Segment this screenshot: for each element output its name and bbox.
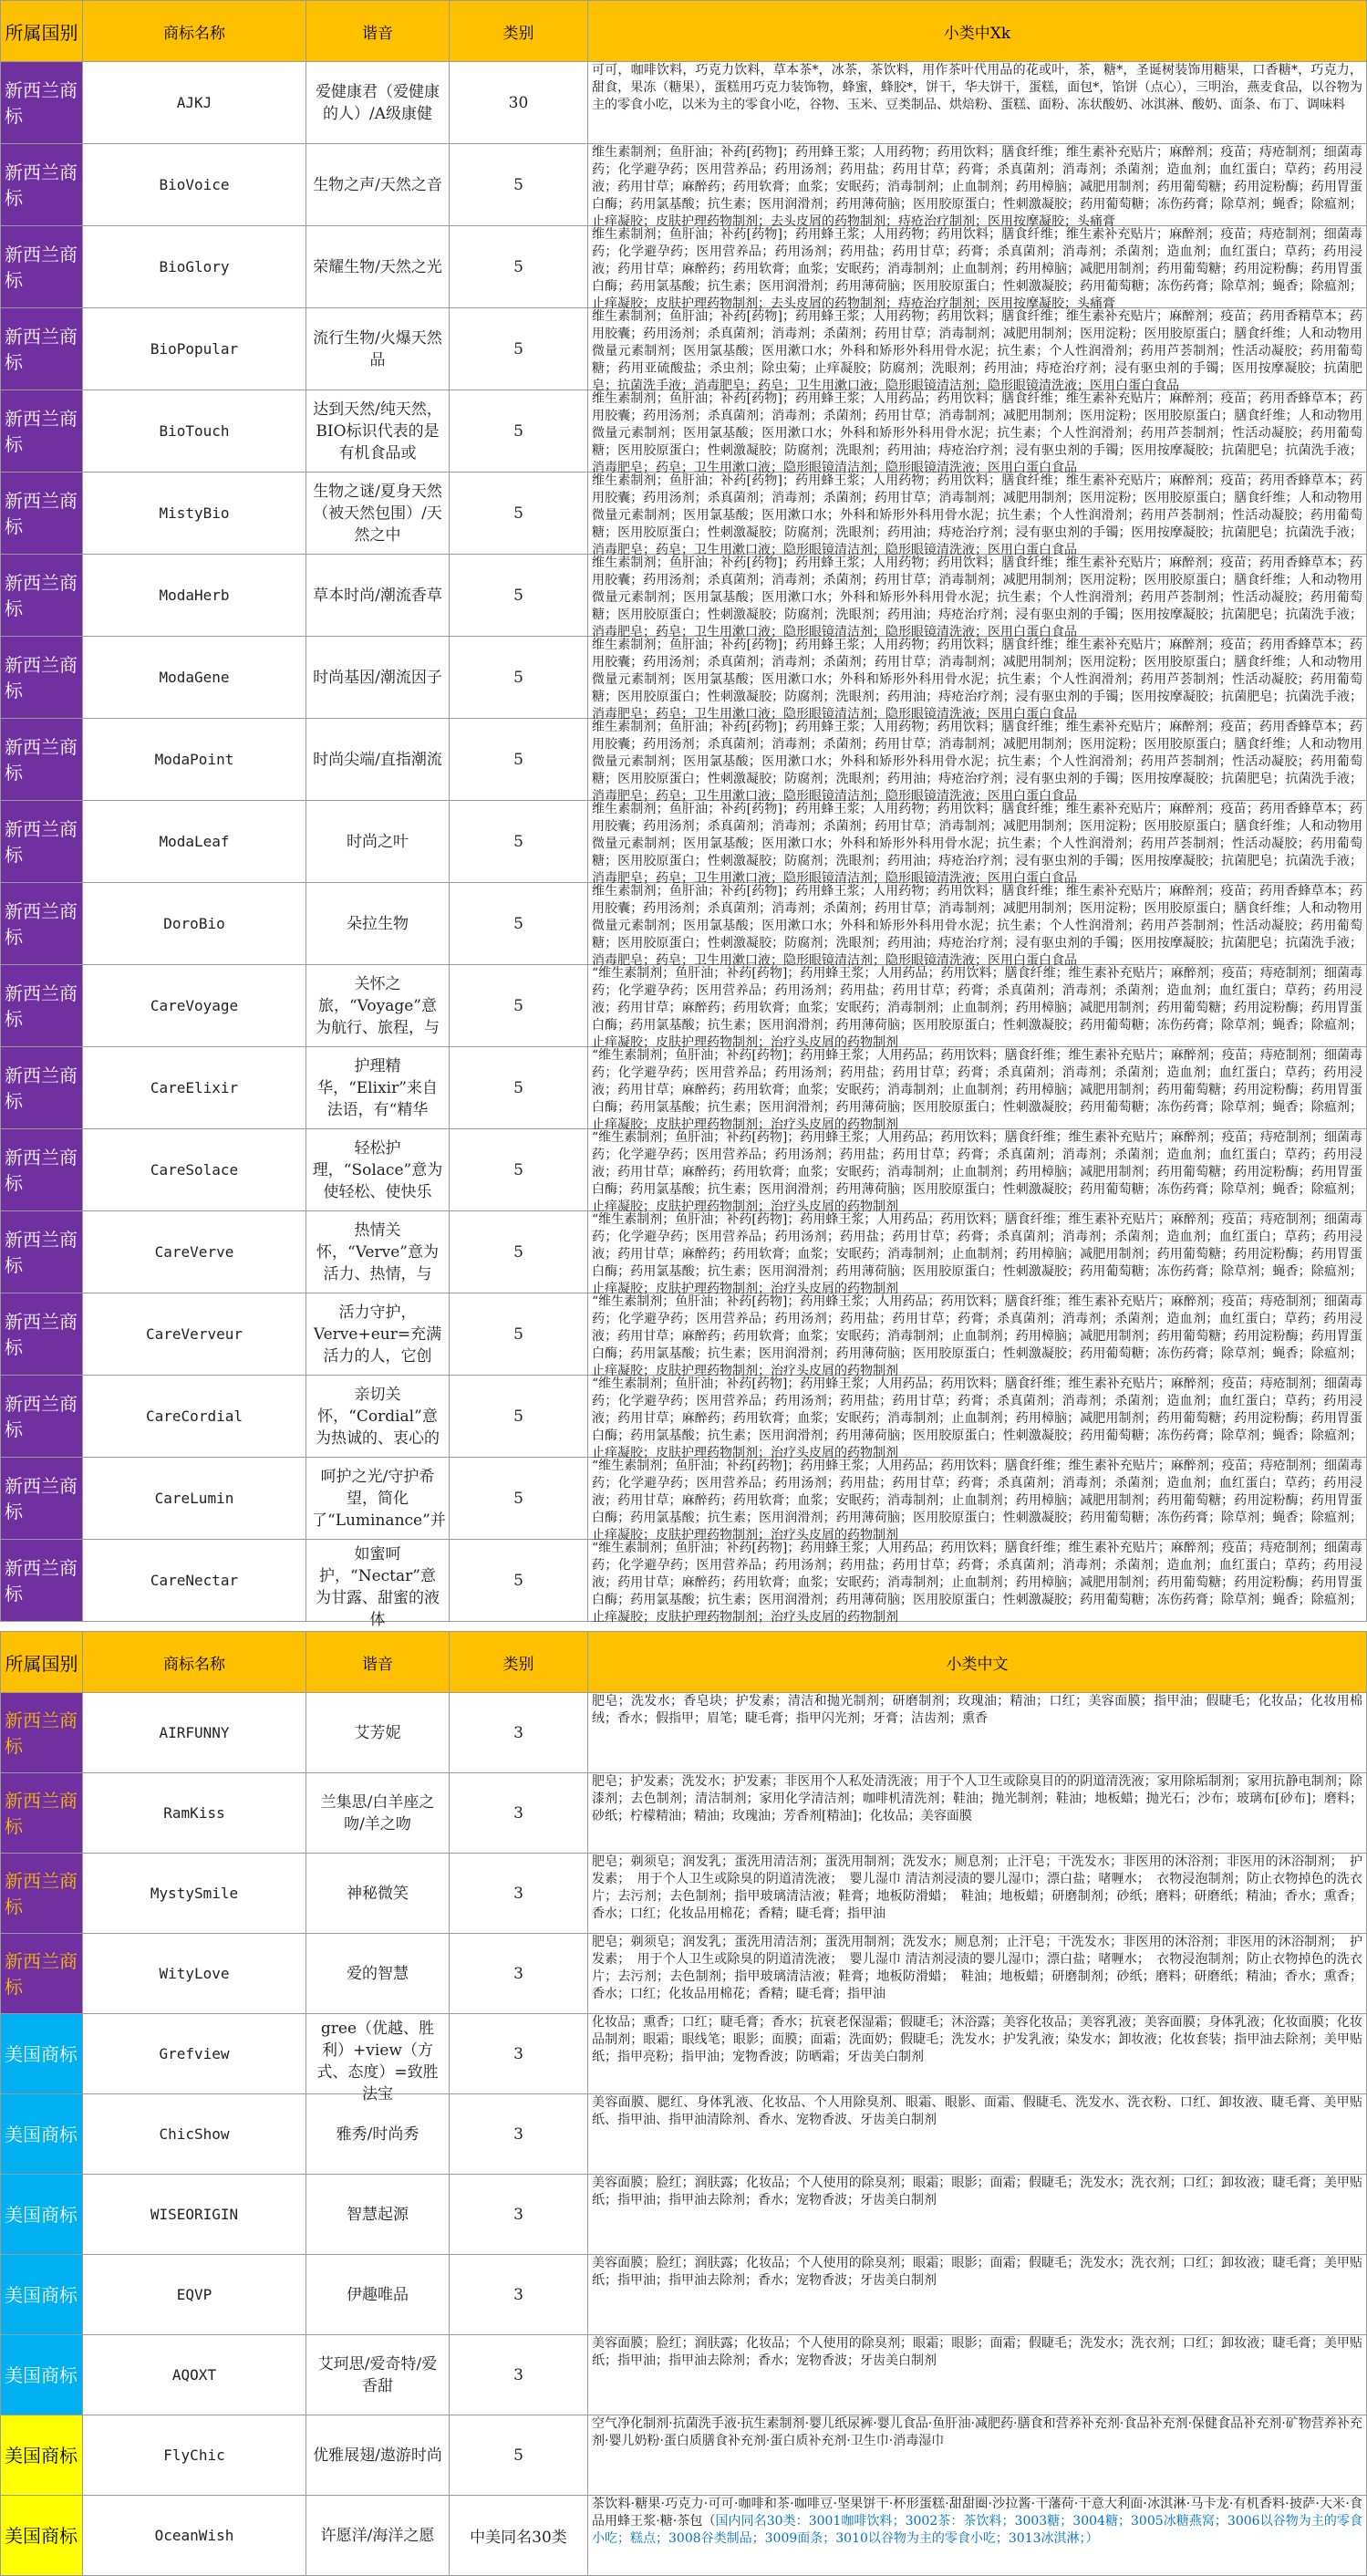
subclass-description-text: 维生素制剂；鱼肝油；补药[药物]；药用蜂王浆；人用药物；药用饮料；膳食纤维；维生素补充贴片；麻醉剂；疫苗；药用香蜂草本；药用胶囊；药用汤剂；杀真菌剂；消毒剂；杀菌剂；药用甘草；消毒制剂；减肥用制剂；医用淀粉；医用胶原蛋白；膳食纤维；人和动物用微量元素制剂；医用氯基酸；医用漱口水；外科和矫形外科用骨水泥；抗生素；个人性润滑剂；药用芦荟制剂；性活动凝胶；药用葡萄糖；医用胶原蛋白；性刺激凝胶；防腐剂；洗眼剂；药用油；痔疮治疗剂；浸有驱虫剂的手镯；医用按摩凝胶；抗菌肥皂；抗菌洗手液；消毒肥皂；药皂；卫生用漱口液；隐形眼镜清洁剂；隐形眼镜清洗液；医用白蛋白食品 bbox=[592, 556, 1362, 639]
trademark-name-cell: MystySmile bbox=[83, 1854, 306, 1934]
subclass-description-cell bbox=[588, 1854, 1367, 1934]
country-cell: 新西兰商标 bbox=[1, 883, 83, 965]
homophone-cell bbox=[306, 1211, 450, 1293]
subclass-description-text: 美容面膜；脸红；润肤露；化妆品；个人使用的除臭剂；眼霜；眼影；面霜；假睫毛；洗发水；洗衣剂；口红；卸妆液；睫毛膏；美甲贴纸；指甲油；指甲油去除剂；香水；宠物香波；牙齿美白制剂 bbox=[592, 2336, 1362, 2368]
trademark-row bbox=[1, 2014, 1367, 2094]
subclass-description-text: 维生素制剂；鱼肝油；补药[药物]；药用蜂王浆；人用药物；药用饮料；膳食纤维；维生素补充贴片；麻醉剂；疫苗；药用香蜂草本；药用胶囊；药用汤剂；杀真菌剂；消毒剂；杀菌剂；药用甘草；消毒制剂；减肥用制剂；医用淀粉；医用胶原蛋白；膳食纤维；人和动物用微量元素制剂；医用氯基酸；医用漱口水；外科和矫形外科用骨水泥；抗生素；个人性润滑剂；药用芦荟制剂；性活动凝胶；药用葡萄糖；医用胶原蛋白；性刺激凝胶；防腐剂；洗眼剂；药用油；痔疮治疗剂；浸有驱虫剂的手镯；医用按摩凝胶；抗菌肥皂；抗菌洗手液；消毒肥皂；药皂；卫生用漱口液；隐形眼镜清洁剂；隐形眼镜清洗液；医用白蛋白食品 bbox=[592, 802, 1362, 886]
trademark-row bbox=[1, 1376, 1367, 1458]
country-cell: 美国商标 bbox=[1, 2415, 83, 2496]
trademark-name-cell: CareCordial bbox=[83, 1376, 306, 1458]
homophone-text: 亲切关怀，“Cordial”意为热诚的、衷心的 bbox=[316, 1385, 440, 1448]
homophone-text: 呵护之光/守护希望，简化了“Luminance”并 bbox=[312, 1467, 446, 1530]
homophone-cell bbox=[306, 473, 450, 555]
subclass-description-text: 美容面膜；脸红；润肤露；化妆品；个人使用的除臭剂；眼霜；眼影；面霜；假睫毛；洗发水；洗衣剂；口红；卸妆液；睫毛膏；美甲贴纸；指甲油；指甲油去除剂；香水；宠物香波；牙齿美白制剂 bbox=[592, 2256, 1362, 2288]
homophone-text: 艾珂思/爱奇特/爱香甜 bbox=[317, 2354, 438, 2395]
subclass-description-text: 维生素制剂；鱼肝油；补药[药物]；药用蜂王浆；人用药物；药用饮料；膳食纤维；维生素补充贴片；麻醉剂；疫苗；药用香蜂草本；药用胶囊；药用汤剂；杀真菌剂；消毒剂；杀菌剂；药用甘草；消毒制剂；减肥用制剂；医用淀粉；医用胶原蛋白；膳食纤维；人和动物用微量元素制剂；医用氯基酸；医用漱口水；外科和矫形外科用骨水泥；抗生素；个人性润滑剂；药用芦荟制剂；性活动凝胶；药用葡萄糖；医用胶原蛋白；性刺激凝胶；防腐剂；洗眼剂；药用油；痔疮治疗剂；浸有驱虫剂的手镯；医用按摩凝胶；抗菌肥皂；抗菌洗手液；消毒肥皂；药皂；卫生用漱口液；隐形眼镜清洁剂；隐形眼镜清洗液；医用白蛋白食品 bbox=[592, 884, 1362, 968]
homophone-cell bbox=[306, 883, 450, 965]
class-cell: 30 bbox=[450, 62, 588, 144]
subclass-description-text: “维生素制剂；鱼肝油；补药[药物]；药用蜂王浆；人用药品；药用饮料；膳食纤维；维生素补充贴片；麻醉剂；疫苗；痔疮制剂；细菌毒药；化学避孕药；医用营养品；药用汤剂；药用盐；药用甘草；药膏；杀真菌剂；消毒剂；杀菌剂；造血剂；血红蛋白；草药；药用浸液；药用甘草；麻醉药；药用软膏；血浆；安眠药；消毒制剂；止血制剂；药用樟脑；减肥用制剂；药用葡萄糖；药用淀粉酶；药用胃蛋白酶；药用氯基酸；抗生素；医用润滑剂；药用薄荷脑；医用胶原蛋白；性刺激凝胶；药用葡萄糖；冻伤药膏；除草剂；蝇香；除瘟剂；止痒凝胶；皮肤护理药物制剂；治疗头皮屑的药物制剂 bbox=[592, 1294, 1362, 1378]
country-cell: 新西兰商标 bbox=[1, 1934, 83, 2014]
homophone-cell bbox=[306, 2175, 450, 2255]
homophone-cell bbox=[306, 2014, 450, 2103]
subclass-description-cell bbox=[588, 2175, 1367, 2255]
subclass-description-text: 维生素制剂；鱼肝油；补药[药物]；药用蜂王浆；人用药物；药用饮料；膳食纤维；维生素补充贴片；麻醉剂；疫苗；痔疮制剂；细菌毒药；化学避孕药；医用营养品；药用汤剂；药用盐；药用甘草；药膏；杀真菌剂；消毒剂；杀菌剂；造血剂；血红蛋白；草药；药用浸液；药用甘草；麻醉药；药用软膏；血浆；安眠药；消毒制剂；止血制剂；药用樟脑；减肥用制剂；药用葡萄糖；药用淀粉酶；药用胃蛋白酶；药用氯基酸；抗生素；医用润滑剂；药用薄荷脑；医用胶原蛋白；性刺激凝胶；药用葡萄糖；冻伤药膏；除草剂；蝇香；除瘟剂；止痒凝胶；皮肤护理药物制剂；去头皮屑的药物制剂；痔疮治疗制剂；医用按摩凝胶；头痛膏 bbox=[592, 227, 1362, 311]
trademark-name-cell: RamKiss bbox=[83, 1773, 306, 1854]
class-cell: 5 bbox=[450, 1458, 588, 1540]
trademark-row bbox=[1, 1934, 1367, 2014]
class-cell: 5 bbox=[450, 965, 588, 1047]
homophone-cell bbox=[306, 1129, 450, 1211]
class-cell: 3 bbox=[450, 2175, 588, 2255]
country-cell: 美国商标 bbox=[1, 2255, 83, 2335]
subclass-description-text: 肥皂；护发素；洗发水；护发素；非医用个人私处清洗液；用于个人卫生或除臭目的的阴道清洗液；家用除垢制剂；家用抗静电制剂；除漆剂；去色制剂；清洁制剂；家用化学清洁剂；咖啡机清洗剂；鞋油；抛光制剂；鞋油；地板蜡；抛光石；沙布；玻璃布[砂布]；磨料；砂纸；柠檬精油；精油；玫瑰油；芳香剂[精油]；化妆品；美容面膜 bbox=[592, 1774, 1362, 1823]
country-cell: 新西兰商标 bbox=[1, 1293, 83, 1376]
homophone-text: 时尚尖端/直指潮流 bbox=[313, 750, 442, 769]
homophone-cell bbox=[306, 801, 450, 883]
trademark-name-cell: ModaPoint bbox=[83, 719, 306, 801]
trademark-table-bottom bbox=[0, 1631, 1367, 2576]
trademark-row bbox=[1, 965, 1367, 1047]
subclass-description-text bbox=[592, 2496, 1362, 2574]
homophone-cell bbox=[306, 2415, 450, 2496]
homophone-cell bbox=[306, 1047, 450, 1129]
subclass-description-cell bbox=[588, 308, 1367, 393]
subclass-description-cell bbox=[588, 1458, 1367, 1540]
trademark-name-cell: BioPopular bbox=[83, 308, 306, 390]
trademark-row bbox=[1, 637, 1367, 719]
subclass-description-text: 维生素制剂；鱼肝油；补药[药物]；药用蜂王浆；人用药物；药用饮料；膳食纤维；维生素补充贴片；麻醉剂；疫苗；药用香蜂草本；药用胶囊；药用汤剂；杀真菌剂；消毒剂；杀菌剂；药用甘草；消毒制剂；减肥用制剂；医用淀粉；医用胶原蛋白；膳食纤维；人和动物用微量元素制剂；医用氯基酸；医用漱口水；外科和矫形外科用骨水泥；抗生素；个人性润滑剂；药用芦荟制剂；性活动凝胶；药用葡萄糖；医用胶原蛋白；性刺激凝胶；防腐剂；洗眼剂；药用油；痔疮治疗剂；浸有驱虫剂的手镯；医用按摩凝胶；抗菌肥皂；抗菌洗手液；消毒肥皂；药皂；卫生用漱口液；隐形眼镜清洁剂；隐形眼镜清洗液；医用白蛋白食品 bbox=[592, 720, 1362, 804]
homophone-cell bbox=[306, 1854, 450, 1934]
subclass-description-cell bbox=[588, 1047, 1367, 1132]
class-cell: 5 bbox=[450, 144, 588, 226]
class-cell: 3 bbox=[450, 1934, 588, 2014]
subclass-description-text: 可可，咖啡饮料，巧克力饮料，草本茶*，冰茶，茶饮料，用作茶叶代用品的花或叶，茶，糖*，圣诞树装饰用糖果，口香糖*，巧克力，甜食，果冻（糖果），蛋糕用巧克力装饰物，蜂蜜，蜂胶*，饼干，华夫饼干，蛋糕，面包*，馅饼（点心），三明治，燕麦食品，以谷物为主的零食小吃，以米为主的零食小吃，谷物、玉米、豆类制品、烘焙粉、蛋糕、面粉、冻状酸奶、冰淇淋、酸奶、面条、布丁、调味料 bbox=[592, 63, 1362, 112]
country-cell: 新西兰商标 bbox=[1, 1854, 83, 1934]
country-cell: 美国商标 bbox=[1, 2496, 83, 2576]
subclass-description-cell bbox=[588, 473, 1367, 555]
homophone-text: 朵拉生物 bbox=[347, 914, 409, 933]
homophone-cell bbox=[306, 2496, 450, 2576]
country-cell: 新西兰商标 bbox=[1, 555, 83, 637]
country-cell: 美国商标 bbox=[1, 2175, 83, 2255]
country-cell: 美国商标 bbox=[1, 2014, 83, 2094]
homophone-cell bbox=[306, 226, 450, 308]
class-cell: 3 bbox=[450, 1854, 588, 1934]
subclass-description-cell bbox=[588, 390, 1367, 473]
homophone-text: 轻松护理，“Solace”意为使轻松、使快乐 bbox=[312, 1138, 443, 1201]
trademark-row bbox=[1, 144, 1367, 226]
country-cell: 新西兰商标 bbox=[1, 1211, 83, 1293]
trademark-name-cell: DoroBio bbox=[83, 883, 306, 965]
trademark-name-cell: MistyBio bbox=[83, 473, 306, 555]
subclass-description-text: 肥皂；洗发水；香皂块；护发素；清洁和抛光制剂；研磨制剂；玫瑰油；精油；口红；美容面膜；指甲油；假睫毛；化妆品；化妆用棉绒；香水；假指甲；眉笔；睫毛膏；指甲闪光剂；牙膏；洁齿剂；熏香 bbox=[592, 1694, 1362, 1726]
trademark-row bbox=[1, 62, 1367, 144]
homophone-text: 时尚之叶 bbox=[347, 832, 409, 851]
country-cell: 新西兰商标 bbox=[1, 1458, 83, 1540]
header-homophone: 谐音 bbox=[306, 1632, 450, 1693]
trademark-name-cell: CareVerveur bbox=[83, 1293, 306, 1376]
subclass-description-text: “维生素制剂；鱼肝油；补药[药物]；药用蜂王浆；人用药品；药用饮料；膳食纤维；维生素补充贴片；麻醉剂；疫苗；痔疮制剂；细菌毒药；化学避孕药；医用营养品；药用汤剂；药用盐；药用甘草；药膏；杀真菌剂；消毒剂；杀菌剂；造血剂；血红蛋白；草药；药用浸液；药用甘草；麻醉药；药用软膏；血浆；安眠药；消毒制剂；止血制剂；药用樟脑；减肥用制剂；药用葡萄糖；药用淀粉酶；药用胃蛋白酶；药用氯基酸；抗生素；医用润滑剂；药用薄荷脑；医用胶原蛋白；性刺激凝胶；药用葡萄糖；冻伤药膏；除草剂；蝇香；除瘟剂；止痒凝胶；皮肤护理药物制剂；治疗头皮屑的药物制剂 bbox=[592, 966, 1362, 1050]
class-cell: 5 bbox=[450, 308, 588, 390]
homophone-text: 许愿洋/海洋之愿 bbox=[320, 2526, 435, 2545]
homophone-text: 如蜜呵护，“Nectar”意为甘露、甜蜜的液体 bbox=[316, 1544, 440, 1629]
trademark-name-cell: BioVoice bbox=[83, 144, 306, 226]
subclass-description-text: 维生素制剂；鱼肝油；补药[药物]；药用蜂王浆；人用药物；药用饮料；膳食纤维；维生素补充贴片；麻醉剂；疫苗；药用香精草本；药用胶囊；药用汤剂；杀真菌剂；消毒剂；杀菌剂；药用甘草；消毒制剂；减肥用制剂；医用淀粉；医用胶原蛋白；膳食纤维；人和动物用微量元素制剂；医用氯基酸；医用漱口水；外科和矫形外科用骨水泥；抗生素；个人性润滑剂；药用芦荟制剂；性活动凝胶；药用葡萄糖；药用亚硫酸盐；杀虫剂；除虫菊；止痒凝胶；防腐剂；洗眼剂；药用油；痔疮治疗剂；浸有驱虫剂的手镯；医用按摩凝胶；抗菌肥皂；抗菌洗手液；消毒肥皂；药皂；卫生用漱口液；隐形眼镜清洁剂；隐形眼镜清洗液；医用白蛋白食品 bbox=[592, 309, 1362, 393]
subclass-description-text: “维生素制剂；鱼肝油；补药[药物]；药用蜂王浆；人用药品；药用饮料；膳食纤维；维生素补充贴片；麻醉剂；疫苗；痔疮制剂；细菌毒药；化学避孕药；医用营养品；药用汤剂；药用盐；药用甘草；药膏；杀真菌剂；消毒剂；杀菌剂；造血剂；血红蛋白；草药；药用浸液；药用甘草；麻醉药；药用软膏；血浆；安眠药；消毒制剂；止血制剂；药用樟脑；减肥用制剂；药用葡萄糖；药用淀粉酶；药用胃蛋白酶；药用氯基酸；抗生素；医用润滑剂；药用薄荷脑；医用胶原蛋白；性刺激凝胶；药用葡萄糖；冻伤药膏；除草剂；蝇香；除瘟剂；止痒凝胶；皮肤护理药物制剂；治疗头皮屑的药物制剂 bbox=[592, 1376, 1362, 1460]
country-cell: 新西兰商标 bbox=[1, 226, 83, 308]
trademark-name-cell: AIRFUNNY bbox=[83, 1693, 306, 1773]
trademark-name-cell: CareSolace bbox=[83, 1129, 306, 1211]
trademark-name-cell: ModaGene bbox=[83, 637, 306, 719]
header-row-bottom bbox=[1, 1632, 1367, 1693]
subclass-description-cell bbox=[588, 555, 1367, 637]
homophone-text: 伊趣唯品 bbox=[347, 2285, 409, 2304]
header-class: 类别 bbox=[450, 1, 588, 62]
trademark-name-cell: ModaHerb bbox=[83, 555, 306, 637]
header-name: 商标名称 bbox=[83, 1632, 306, 1693]
trademark-row bbox=[1, 2255, 1367, 2335]
trademark-name-cell: WityLove bbox=[83, 1934, 306, 2014]
trademark-name-cell: BioGlory bbox=[83, 226, 306, 308]
header-country: 所属国别 bbox=[1, 1, 83, 62]
homophone-text: 流行生物/火爆天然品 bbox=[313, 328, 442, 369]
homophone-text: 关怀之旅，“Voyage”意为航行、旅程，与 bbox=[316, 974, 440, 1037]
trademark-row bbox=[1, 801, 1367, 883]
class-cell: 5 bbox=[450, 1211, 588, 1293]
trademark-name-cell: WISEORIGIN bbox=[83, 2175, 306, 2255]
subclass-description-cell bbox=[588, 1376, 1367, 1458]
homophone-cell bbox=[306, 1293, 450, 1376]
trademark-row bbox=[1, 2094, 1367, 2175]
trademark-name-cell: EQVP bbox=[83, 2255, 306, 2335]
subclass-description-text: “维生素制剂；鱼肝油；补药[药物]；药用蜂王浆；人用药品；药用饮料；膳食纤维；维生素补充贴片；麻醉剂；疫苗；痔疮制剂；细菌毒药；化学避孕药；医用营养品；药用汤剂；药用盐；药用甘草；药膏；杀真菌剂；消毒剂；杀菌剂；造血剂；血红蛋白；草药；药用浸液；药用甘草；麻醉药；药用软膏；血浆；安眠药；消毒制剂；止血制剂；药用樟脑；减肥用制剂；药用葡萄糖；药用淀粉酶；药用胃蛋白酶；药用氯基酸；抗生素；医用润滑剂；药用薄荷脑；医用胶原蛋白；性刺激凝胶；药用葡萄糖；冻伤药膏；除草剂；蝇香；除瘟剂；止痒凝胶；皮肤护理药物制剂；治疗头皮屑的药物制剂 bbox=[592, 1130, 1362, 1214]
trademark-name-cell: OceanWish bbox=[83, 2496, 306, 2576]
country-cell: 新西兰商标 bbox=[1, 308, 83, 390]
subclass-description-cell bbox=[588, 1773, 1367, 1854]
homophone-text: 荣耀生物/天然之光 bbox=[313, 257, 442, 276]
header-subclass: 小类中文 bbox=[588, 1632, 1367, 1693]
subclass-description-cell bbox=[588, 1211, 1367, 1296]
header-subclass: 小类中Xk bbox=[588, 1, 1367, 62]
homophone-cell bbox=[306, 1540, 450, 1629]
class-cell: 3 bbox=[450, 2335, 588, 2415]
class-cell: 3 bbox=[450, 2255, 588, 2335]
subclass-description-cell bbox=[588, 226, 1367, 311]
subclass-description-text: “维生素制剂；鱼肝油；补药[药物]；药用蜂王浆；人用药品；药用饮料；膳食纤维；维生素补充贴片；麻醉剂；疫苗；痔疮制剂；细菌毒药；化学避孕药；医用营养品；药用汤剂；药用盐；药用甘草；药膏；杀真菌剂；消毒剂；杀菌剂；造血剂；血红蛋白；草药；药用浸液；药用甘草；麻醉药；药用软膏；血浆；安眠药；消毒制剂；止血制剂；药用樟脑；减肥用制剂；药用葡萄糖；药用淀粉酶；药用胃蛋白酶；药用氯基酸；抗生素；医用润滑剂；药用薄荷脑；医用胶原蛋白；性刺激凝胶；药用葡萄糖；冻伤药膏；除草剂；蝇香；除瘟剂；止痒凝胶；皮肤护理药物制剂；治疗头皮屑的药物制剂 bbox=[592, 1212, 1362, 1296]
trademark-row bbox=[1, 1047, 1367, 1129]
homophone-text: 生物之声/天然之音 bbox=[313, 175, 442, 194]
country-cell: 新西兰商标 bbox=[1, 1129, 83, 1211]
homophone-text: 生物之谜/夏身天然（被天然包围）/天然之中 bbox=[313, 482, 442, 545]
country-cell: 新西兰商标 bbox=[1, 1540, 83, 1622]
country-cell: 新西兰商标 bbox=[1, 719, 83, 801]
homophone-cell bbox=[306, 2094, 450, 2175]
subclass-description-cell bbox=[588, 2415, 1367, 2496]
country-cell: 新西兰商标 bbox=[1, 1693, 83, 1773]
subclass-description-text: 维生素制剂；鱼肝油；补药[药物]；药用蜂王浆；人用药物；药用饮料；膳食纤维；维生素补充贴片；麻醉剂；疫苗；药用香蜂草本；药用胶囊；药用汤剂；杀真菌剂；消毒剂；杀菌剂；药用甘草；消毒制剂；减肥用制剂；医用淀粉；医用胶原蛋白；膳食纤维；人和动物用微量元素制剂；医用氯基酸；医用漱口水；外科和矫形外科用骨水泥；抗生素；个人性润滑剂；药用芦荟制剂；性活动凝胶；药用葡萄糖；医用胶原蛋白；性刺激凝胶；防腐剂；洗眼剂；药用油；痔疮治疗剂；浸有驱虫剂的手镯；医用按摩凝胶；抗菌肥皂；抗菌洗手液；消毒肥皂；药皂；卫生用漱口液；隐形眼镜清洁剂；隐形眼镜清洗液；医用白蛋白食品 bbox=[592, 638, 1362, 722]
homophone-text: 艾芳妮 bbox=[354, 1723, 401, 1742]
class-cell: 5 bbox=[450, 226, 588, 308]
subclass-description-cell bbox=[588, 62, 1367, 144]
trademark-row bbox=[1, 390, 1367, 473]
class-cell: 5 bbox=[450, 473, 588, 555]
trademark-row bbox=[1, 226, 1367, 308]
homophone-text: gree（优越、胜利）+view（方式、态度）=致胜法宝 bbox=[316, 2019, 439, 2103]
trademark-row bbox=[1, 308, 1367, 390]
trademark-name-cell: CareLumin bbox=[83, 1458, 306, 1540]
trademark-row bbox=[1, 1293, 1367, 1376]
class-cell: 5 bbox=[450, 1047, 588, 1129]
subclass-description-text: 化妆品；熏香；口红；睫毛膏；香水；抗衰老保湿霜；假睫毛；沐浴露；美容化妆品；美容乳液；美容面膜；身体乳液；化妆面膜；化妆品制剂；眼霜；眼线笔；眼影；面膜；面霜；洗面奶；假睫毛；洗发水；护发乳液；染发水；卸妆液；化妆套装；指甲油去除剂；美甲贴纸；指甲亮粉；指甲油；宠物香波；防晒霜；牙齿美白制剂 bbox=[592, 2015, 1362, 2064]
header-name: 商标名称 bbox=[83, 1, 306, 62]
trademark-name-cell: ModaLeaf bbox=[83, 801, 306, 883]
subclass-description-cell bbox=[588, 1934, 1367, 2014]
trademark-row bbox=[1, 2175, 1367, 2255]
class-cell: 3 bbox=[450, 1773, 588, 1854]
trademark-row bbox=[1, 1129, 1367, 1211]
class-cell: 5 bbox=[450, 1376, 588, 1458]
class-cell: 5 bbox=[450, 2415, 588, 2496]
class-cell: 5 bbox=[450, 719, 588, 801]
subclass-description-text: 维生素制剂；鱼肝油；补药[药物]；药用蜂王浆；人用药物；药用饮料；膳食纤维；维生素补充贴片；麻醉剂；疫苗；痔疮制剂；细菌毒药；化学避孕药；医用营养品；药用汤剂；药用盐；药用甘草；药膏；杀真菌剂；消毒剂；杀菌剂；造血剂；血红蛋白；草药；药用浸液；药用甘草；麻醉药；药用软膏；血浆；安眠药；消毒制剂；止血制剂；药用樟脑；减肥用制剂；药用葡萄糖；药用淀粉酶；药用胃蛋白酶；药用氯基酸；抗生素；医用润滑剂；药用薄荷脑；医用胶原蛋白；性刺激凝胶；药用葡萄糖；冻伤药膏；除草剂；蝇香；除瘟剂；止痒凝胶；皮肤护理药物制剂；去头皮屑的药物制剂；痔疮治疗制剂；医用按摩凝胶；头痛膏 bbox=[592, 145, 1362, 229]
class-cell: 3 bbox=[450, 1693, 588, 1773]
homophone-text: 护理精华，“Elixir”来自法语，有“精华 bbox=[317, 1056, 438, 1119]
homophone-cell bbox=[306, 1376, 450, 1458]
subclass-description-text: 肥皂；剃须皂；润发乳；蛋洗用清洁剂；蛋洗用制剂；洗发水；厕息剂；止汗皂；干洗发水；非医用的沐浴剂；非医用的沐浴制剂； 护发素； 用于个人卫生或除臭的阴道清洗液； 婴儿湿巾 清洁剂浸渍的婴儿湿巾；漂白盐；啫喱水； 衣物浸泡制剂；防止衣物掉色的洗衣片；去污剂；去色制剂；指甲玻璃清洁液；鞋膏；地板防滑蜡； 鞋油；地板蜡；研磨制剂；砂纸；磨料；研磨纸；精油；香水；熏香；香水；口红；化妆品用棉花；香精；睫毛膏；指甲油 bbox=[592, 1935, 1362, 2001]
homophone-cell bbox=[306, 965, 450, 1047]
subclass-description-cell bbox=[588, 2335, 1367, 2415]
description-text: 茶饮料·糖果·巧克力·可可·咖啡和茶·咖啡豆·坚果饼干·杯形蛋糕·甜甜圈·沙拉酱·干藩荷·干意大利面·冰淇淋·马卡龙·有机香料·披萨·大米·食品用蜂王浆·糖·茶包（ bbox=[592, 2497, 1362, 2529]
header-country: 所属国别 bbox=[1, 1632, 83, 1693]
subclass-description-cell bbox=[588, 2014, 1367, 2094]
homophone-text: 兰集思/白羊座之吻/羊之吻 bbox=[320, 1792, 435, 1833]
trademark-name-cell: CareVoyage bbox=[83, 965, 306, 1047]
trademark-name-cell: BioTouch bbox=[83, 390, 306, 473]
trademark-row bbox=[1, 1458, 1367, 1540]
homophone-text: 爱的智慧 bbox=[347, 1964, 409, 1983]
class-cell: 5 bbox=[450, 883, 588, 965]
class-cell: 3 bbox=[450, 2014, 588, 2094]
class-cell: 5 bbox=[450, 390, 588, 473]
class-cell: 5 bbox=[450, 1293, 588, 1376]
header-homophone: 谐音 bbox=[306, 1, 450, 62]
trademark-row bbox=[1, 473, 1367, 555]
country-cell: 新西兰商标 bbox=[1, 1773, 83, 1854]
subclass-description-cell bbox=[588, 1540, 1367, 1625]
homophone-cell bbox=[306, 1934, 450, 2014]
subclass-description-cell bbox=[588, 719, 1367, 804]
homophone-cell bbox=[306, 637, 450, 719]
class-cell: 中美同名30类 bbox=[450, 2496, 588, 2576]
country-cell: 新西兰商标 bbox=[1, 801, 83, 883]
header-row-top bbox=[1, 1, 1367, 62]
trademark-row bbox=[1, 2415, 1367, 2496]
subclass-description-cell bbox=[588, 1693, 1367, 1773]
subclass-description-cell bbox=[588, 2255, 1367, 2335]
subclass-description-cell bbox=[588, 637, 1367, 722]
subclass-description-text: 空气净化制剂·抗菌洗手液·抗生素制剂·婴儿纸尿裤·婴儿食品·鱼肝油·减肥药·膳食和营养补充剂·食品补充剂·保健食品补充剂·矿物营养补充剂·婴儿奶粉·蛋白质膳食补充剂·蛋白质补充剂·卫生巾·消毒湿巾 bbox=[592, 2416, 1362, 2448]
homophone-cell bbox=[306, 308, 450, 390]
trademark-name-cell: CareElixir bbox=[83, 1047, 306, 1129]
homophone-text: 雅秀/时尚秀 bbox=[336, 2124, 419, 2144]
subclass-description-text: 维生素制剂；鱼肝油；补药[药物]；药用蜂王浆；人用药品；药用饮料；膳食纤维；维生素补充贴片；麻醉剂；疫苗；药用香蜂草本；药用胶囊；药用汤剂；杀真菌剂；消毒剂；杀菌剂；药用甘草；消毒制剂；减肥用制剂；医用淀粉；医用胶原蛋白；膳食纤维；人和动物用微量元素制剂；医用氯基酸；医用漱口水；外科和矫形外科用骨水泥；抗生素；个人性润滑剂；药用芦荟制剂；性活动凝胶；药用葡萄糖；医用胶原蛋白；性刺激凝胶；防腐剂；洗眼剂；药用油；痔疮治疗剂；浸有驱虫剂的手镯；医用按摩凝胶；抗菌肥皂；抗菌洗手液；消毒肥皂；药皂；卫生用漱口液；隐形眼镜清洁剂；隐形眼镜清洗液；医用白蛋白食品 bbox=[592, 391, 1362, 475]
homophone-cell bbox=[306, 2335, 450, 2415]
country-cell: 美国商标 bbox=[1, 2335, 83, 2415]
class-cell: 3 bbox=[450, 2094, 588, 2175]
subclass-description-text: “维生素制剂；鱼肝油；补药[药物]；药用蜂王浆；人用药品；药用饮料；膳食纤维；维生素补充贴片；麻醉剂；疫苗；痔疮制剂；细菌毒药；化学避孕药；医用营养品；药用汤剂；药用盐；药用甘草；药膏；杀真菌剂；消毒剂；杀菌剂；造血剂；血红蛋白；草药；药用浸液；药用甘草；麻醉药；药用软膏；血浆；安眠药；消毒制剂；止血制剂；药用樟脑；减肥用制剂；药用葡萄糖；药用淀粉酶；药用胃蛋白酶；药用氯基酸；抗生素；医用润滑剂；药用薄荷脑；医用胶原蛋白；性刺激凝胶；药用葡萄糖；冻伤药膏；除草剂；蝇香；除瘟剂；止痒凝胶；皮肤护理药物制剂；治疗头皮屑的药物制剂 bbox=[592, 1048, 1362, 1132]
class-cell: 5 bbox=[450, 1129, 588, 1211]
trademark-row bbox=[1, 1854, 1367, 1934]
country-cell: 新西兰商标 bbox=[1, 473, 83, 555]
subclass-description-cell bbox=[588, 144, 1367, 229]
homophone-cell bbox=[306, 1773, 450, 1854]
subclass-description-text: 美容面膜；脸红；润肤露；化妆品；个人使用的除臭剂；眼霜；眼影；面霜；假睫毛；洗发水；洗衣剂；口红；卸妆液；睫毛膏；美甲贴纸；指甲油；指甲油去除剂；香水；宠物香波；牙齿美白制剂 bbox=[592, 2176, 1362, 2207]
trademark-row bbox=[1, 1773, 1367, 1854]
homophone-text: 爱健康君（爱健康的人）/A级康健 bbox=[316, 82, 440, 123]
country-cell: 新西兰商标 bbox=[1, 62, 83, 144]
subclass-description-cell bbox=[588, 801, 1367, 886]
class-cell: 5 bbox=[450, 555, 588, 637]
homophone-text: 活力守护，Verve+eur=充满活力的人，它创 bbox=[313, 1303, 442, 1366]
homophone-text: 智慧起源 bbox=[347, 2205, 409, 2224]
homophone-cell bbox=[306, 144, 450, 226]
homophone-cell bbox=[306, 1458, 450, 1540]
trademark-row bbox=[1, 1211, 1367, 1293]
country-cell: 新西兰商标 bbox=[1, 144, 83, 226]
trademark-row bbox=[1, 1693, 1367, 1773]
subclass-description-text: 维生素制剂；鱼肝油；补药[药物]；药用蜂王浆；人用药物；药用饮料；膳食纤维；维生素补充贴片；麻醉剂；疫苗；药用香蜂草本；药用胶囊；药用汤剂；杀真菌剂；消毒剂；杀菌剂；药用甘草；消毒制剂；减肥用制剂；医用淀粉；医用胶原蛋白；膳食纤维；人和动物用微量元素制剂；医用氯基酸；医用漱口水；外科和矫形外科用骨水泥；抗生素；个人性润滑剂；药用芦荟制剂；性活动凝胶；药用葡萄糖；医用胶原蛋白；性刺激凝胶；防腐剂；洗眼剂；药用油；痔疮治疗剂；浸有驱虫剂的手镯；医用按摩凝胶；抗菌肥皂；抗菌洗手液；消毒肥皂；药皂；卫生用漱口液；隐形眼镜清洁剂；隐形眼镜清洗液；医用白蛋白食品 bbox=[592, 473, 1362, 557]
subclass-description-text: 美容面膜、腮红、身体乳液、化妆品、个人用除臭剂、眼霜、眼影、面霜、假睫毛、洗发水、洗衣粉、口红、卸妆液、睫毛膏、美甲贴纸、指甲油、指甲油清除剂、香水、宠物香波、牙齿美白制剂 bbox=[592, 2095, 1362, 2127]
homophone-cell bbox=[306, 719, 450, 801]
homophone-text: 热情关怀，“Verve”意为活力、热情，与 bbox=[316, 1220, 439, 1283]
homophone-text: 草本时尚/潮流香草 bbox=[313, 586, 442, 605]
class-cell: 5 bbox=[450, 637, 588, 719]
homophone-text: 时尚基因/潮流因子 bbox=[313, 668, 442, 687]
homophone-cell bbox=[306, 555, 450, 637]
country-cell: 美国商标 bbox=[1, 2094, 83, 2175]
homophone-cell bbox=[306, 2255, 450, 2335]
class-cell: 5 bbox=[450, 1540, 588, 1622]
trademark-row bbox=[1, 719, 1367, 801]
homophone-cell bbox=[306, 390, 450, 473]
class-cell: 5 bbox=[450, 801, 588, 883]
country-cell: 新西兰商标 bbox=[1, 1376, 83, 1458]
trademark-name-cell: FlyChic bbox=[83, 2415, 306, 2496]
subclass-description-text: “维生素制剂；鱼肝油；补药[药物]；药用蜂王浆；人用药品；药用饮料；膳食纤维；维生素补充贴片；麻醉剂；疫苗；痔疮制剂；细菌毒药；化学避孕药；医用营养品；药用汤剂；药用盐；药用甘草；药膏；杀真菌剂；消毒剂；杀菌剂；造血剂；血红蛋白；草药；药用浸液；药用甘草；麻醉药；药用软膏；血浆；安眠药；消毒制剂；止血制剂；药用樟脑；减肥用制剂；药用葡萄糖；药用淀粉酶；药用胃蛋白酶；药用氯基酸；抗生素；医用润滑剂；药用薄荷脑；医用胶原蛋白；性刺激凝胶；药用葡萄糖；冻伤药膏；除草剂；蝇香；除瘟剂；止痒凝胶；皮肤护理药物制剂；治疗头皮屑的药物制剂 bbox=[592, 1459, 1362, 1542]
homophone-cell bbox=[306, 1693, 450, 1773]
homophone-text: 优雅展翅/遨游时尚 bbox=[313, 2446, 442, 2465]
subclass-description-cell bbox=[588, 2496, 1367, 2576]
country-cell: 新西兰商标 bbox=[1, 965, 83, 1047]
subclass-description-cell bbox=[588, 1129, 1367, 1214]
country-cell: 新西兰商标 bbox=[1, 637, 83, 719]
trademark-row bbox=[1, 883, 1367, 965]
country-cell: 新西兰商标 bbox=[1, 1047, 83, 1129]
trademark-name-cell: AJKJ bbox=[83, 62, 306, 144]
subclass-description-cell bbox=[588, 1293, 1367, 1376]
subclass-description-cell bbox=[588, 965, 1367, 1050]
trademark-row bbox=[1, 2335, 1367, 2415]
header-class: 类别 bbox=[450, 1632, 588, 1693]
trademark-name-cell: CareNectar bbox=[83, 1540, 306, 1622]
homophone-cell bbox=[306, 62, 450, 144]
homophone-text: 达到天然/纯天然，BIO标识代表的是有机食品或 bbox=[313, 400, 442, 462]
subclass-description-cell bbox=[588, 883, 1367, 968]
trademark-name-cell: ChicShow bbox=[83, 2094, 306, 2175]
trademark-row bbox=[1, 555, 1367, 637]
trademark-row bbox=[1, 2496, 1367, 2576]
subclass-description-cell bbox=[588, 2094, 1367, 2175]
trademark-name-cell: Grefview bbox=[83, 2014, 306, 2094]
homophone-text: 神秘微笑 bbox=[347, 1884, 409, 1903]
trademark-row bbox=[1, 1540, 1367, 1622]
subclass-description-text: 肥皂；剃须皂；润发乳；蛋洗用清洁剂；蛋洗用制剂；洗发水；厕息剂；止汗皂；干洗发水；非医用的沐浴剂；非医用的沐浴制剂； 护发素； 用于个人卫生或除臭的阴道清洗液； 婴儿湿巾 清洁剂浸渍的婴儿湿巾；漂白盐；啫喱水； 衣物浸泡制剂；防止衣物掉色的洗衣片；去污剂；去色制剂；指甲玻璃清洁液；鞋膏；地板防滑蜡； 鞋油；地板蜡；研磨制剂；砂纸；磨料；研磨纸；精油；香水；熏香；香水；口红；化妆品用棉花；香精；睫毛膏；指甲油 bbox=[592, 1854, 1362, 1921]
trademark-name-cell: AQOXT bbox=[83, 2335, 306, 2415]
trademark-name-cell: CareVerve bbox=[83, 1211, 306, 1293]
subclass-description-text: “维生素制剂；鱼肝油；补药[药物]；药用蜂王浆；人用药品；药用饮料；膳食纤维；维生素补充贴片；麻醉剂；疫苗；痔疮制剂；细菌毒药；化学避孕药；医用营养品；药用汤剂；药用盐；药用甘草；药膏；杀真菌剂；消毒剂；杀菌剂；造血剂；血红蛋白；草药；药用浸液；药用甘草；麻醉药；药用软膏；血浆；安眠药；消毒制剂；止血制剂；药用樟脑；减肥用制剂；药用葡萄糖；药用淀粉酶；药用胃蛋白酶；药用氯基酸；抗生素；医用润滑剂；药用薄荷脑；医用胶原蛋白；性刺激凝胶；药用葡萄糖；冻伤药膏；除草剂；蝇香；除瘟剂；止痒凝胶；皮肤护理药物制剂；治疗头皮屑的药物制剂 bbox=[592, 1541, 1362, 1625]
country-cell: 新西兰商标 bbox=[1, 390, 83, 473]
description-highlight-text: 国内同名30类：3001咖啡饮料；3002茶：茶饮料；3003糖；3004糖；3005冰糖燕窝；3006以谷物为主的零食小吃；糕点；3008谷类制品；3009面条；3010以谷物为主的零食小吃；3013冰淇淋；） bbox=[592, 2514, 1362, 2546]
